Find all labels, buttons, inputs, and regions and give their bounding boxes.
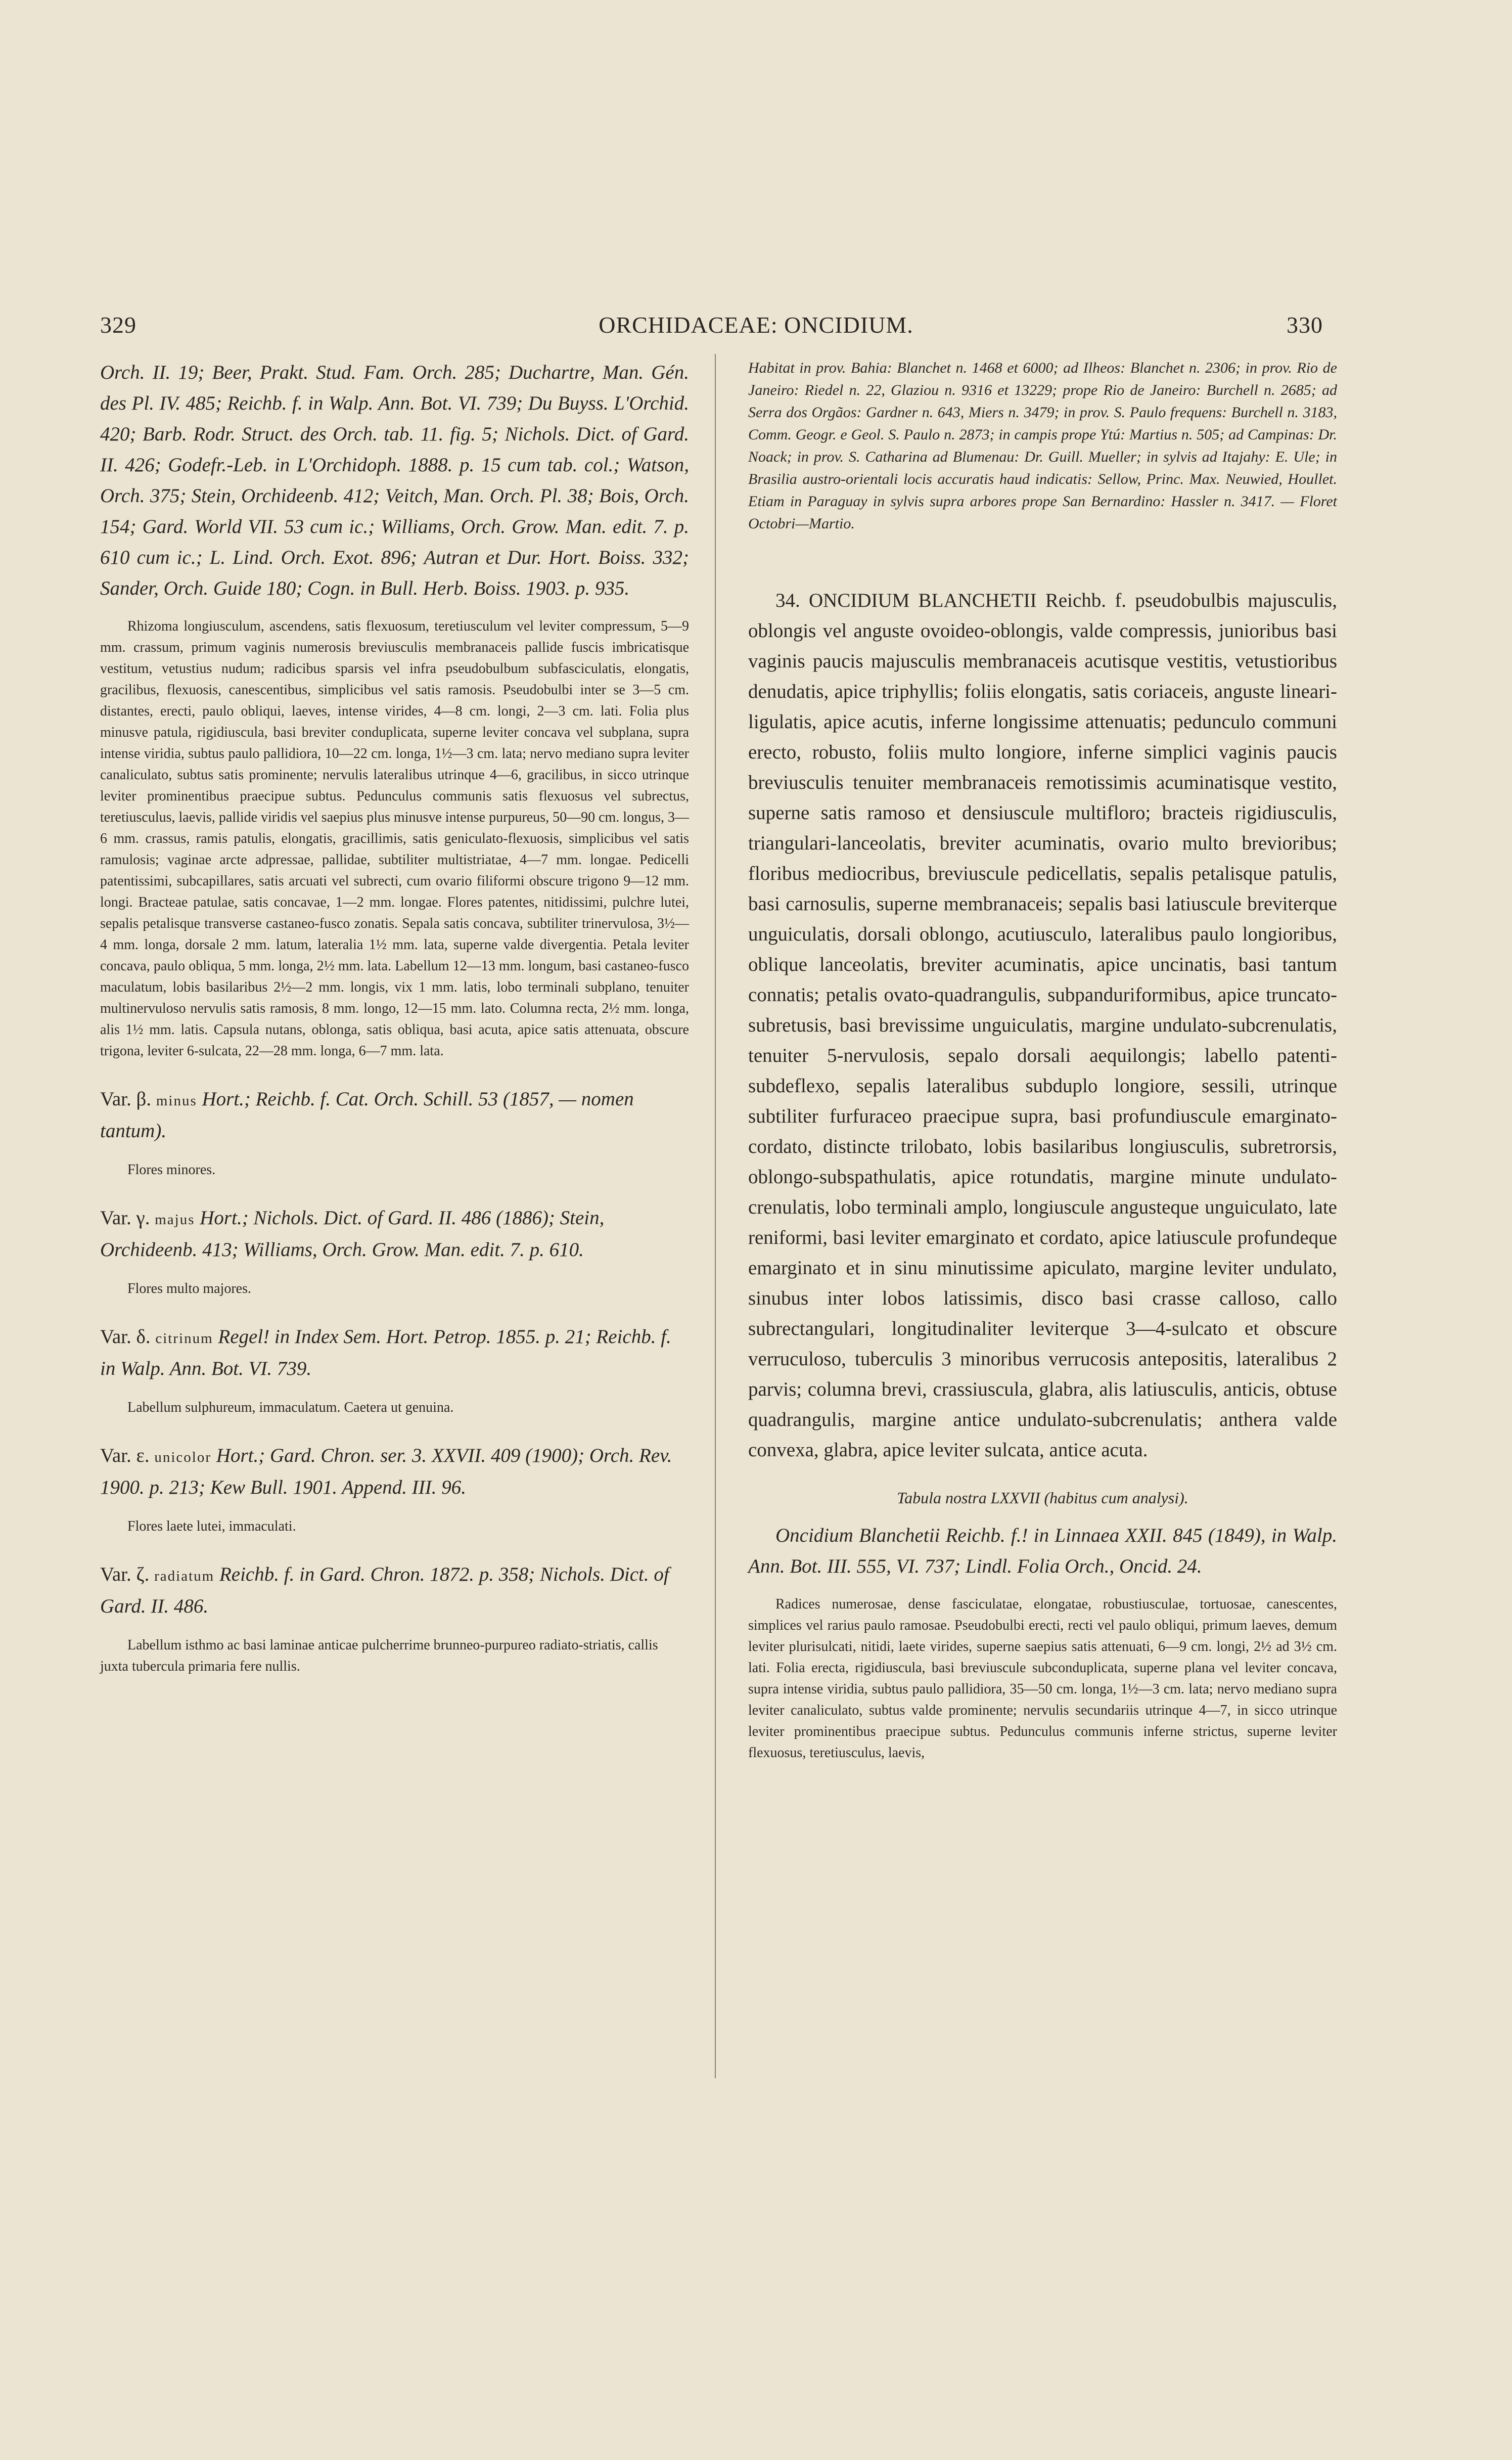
variety-note: Labellum sulphureum, immaculatum. Caetera ut genuina. xyxy=(127,1400,454,1415)
page-header xyxy=(0,311,1512,342)
left-column xyxy=(100,357,689,1677)
variety-citation: Hort.; Gard. Chron. ser. 3. XXVII. 409 (1900); Orch. Rev. 1900. p. 213; Kew Bull. 1901. Append. III. 96. xyxy=(100,1445,672,1498)
plate-reference: Tabula nostra LXXVII (habitus cum analysi). xyxy=(897,1489,1188,1507)
variety-prefix: Var. δ. xyxy=(100,1326,151,1348)
variety-delta xyxy=(100,1322,689,1418)
running-title: ORCHIDACEAE: ONCIDIUM. xyxy=(599,312,913,338)
species-description-latin: Rhizoma longiusculum, ascendens, satis flexuosum, teretiusculum vel leviter compressum, 5—9 mm. crassum, primum vaginis numerosis breviusculis membranaceis pallide fuscis imbricatisque vestitum, vetustius nudum; radicibus sparsis vel infra pseudobulbum subfasciculatis, elongatis, gracilibus, flexuosis, canescentibus, simplicibus vel satis ramosis. Pseudobulbi inter se 3—5 cm. distantes, erecti, paulo obliqui, laeves, intense virides, 4—8 cm. longi, 2—3 cm. lati. Folia plus minusve patula, rigidiuscula, basi breviter conduplicata, superne leviter concava vel subplana, supra intense viridia, subtus paulo pallidiora, 10—22 cm. longa, 1½—3 cm. lata; nervo mediano supra leviter canaliculato, subtus satis prominente; nervulis lateralibus utrinque 4—6, gracilibus, in sicco utrinque leviter prominentibus praecipue subtus. Pedunculus communis satis flexuosus vel subrectus, teretiusculus, laevis, pallide viridis vel saepius plus minusve intense purpureus, 50—90 cm. longus, 3—6 mm. crassus, ramis patulis, elongatis, gracillimis, satis geniculato-flexuosis, simplicibus vel satis ramulosis; vaginae arcte adpressae, pallidae, subtiliter multistriatae, 4—7 mm. longae. Pedicelli patentissimi, subcapillares, satis arcuati vel subrecti, cum ovario filiformi obscure trigono 9—12 mm. longi. Bracteae patulae, satis concavae, 1—2 mm. longae. Flores patentes, nitidissimi, pulchre lutei, sepalis petalisque transverse castaneo-fusco zonatis. Sepala satis concava, subtiliter trinervulosa, 3½—4 mm. longa, dorsale 2 mm. latum, lateralia 1½ mm. lata, superne valde divergentia. Petala leviter concava, paulo obliqua, 5 mm. longa, 2½ mm. lata. Labellum 12—13 mm. longum, basi castaneo-fusco maculatum, lobis basilaribus 2½—2 mm. longis, vix 1 mm. latis, lobo terminali subplano, tenuiter multinervuloso nervulis satis ramosis, 8 mm. longo, 12—15 mm. lato. Columna recta, 2½ mm. longa, alis 1½ mm. latis. Capsula nutans, oblonga, satis obliqua, basi acuta, apice satis attenuata, obscure trigona, leviter 6-sulcata, 22—28 mm. longa, 6—7 mm. lata. xyxy=(100,618,689,1059)
variety-prefix: Var. γ. xyxy=(100,1207,150,1229)
variety-name: radiatum xyxy=(154,1568,215,1584)
variety-name: majus xyxy=(155,1212,195,1228)
variety-citation: Reichb. f. in Gard. Chron. 1872. p. 358; Nichols. Dict. of Gard. II. 486. xyxy=(100,1563,669,1617)
citations-continued: Orch. II. 19; Beer, Prakt. Stud. Fam. Orch. 285; Duchartre, Man. Gén. des Pl. IV. 485; Reichb. f. in Walp. Ann. Bot. VI. 739; Du Buyss. L'Orchid. 420; Barb. Rodr. Struct. des Orch. tab. 11. fig. 5; Nichols. Dict. of Gard. II. 426; Godefr.-Leb. in L'Orchidoph. 1888. p. 15 cum tab. col.; Watson, Orch. 375; Stein, Orchideenb. 412; Veitch, Man. Orch. Pl. 38; Bois, Orch. 154; Gard. World VII. 53 cum ic.; Williams, Orch. Grow. Man. edit. 7. p. 610 cum ic.; L. Lind. Orch. Exot. 896; Autran et Dur. Hort. Boiss. 332; Sander, Orch. Guide 180; Cogn. in Bull. Herb. Boiss. 1903. p. 935. xyxy=(100,362,689,599)
column-divider xyxy=(715,354,716,2078)
variety-citation: Hort.; Reichb. f. Cat. Orch. Schill. 53 (1857, — nomen tantum). xyxy=(100,1088,634,1142)
variety-name: citrinum xyxy=(155,1330,213,1347)
variety-prefix: Var. ζ. xyxy=(100,1563,150,1585)
variety-name: minus xyxy=(156,1093,197,1109)
variety-name: unicolor xyxy=(154,1449,212,1465)
variety-citation: Regel! in Index Sem. Hort. Petrop. 1855. p. 21; Reichb. f. in Walp. Ann. Bot. VI. 739. xyxy=(100,1326,671,1379)
synonymy: Oncidium Blanchetii Reichb. f.! in Linnaea XXII. 845 (1849), in Walp. Ann. Bot. III. 555, VI. 737; Lindl. Folia Orch., Oncid. 24. xyxy=(748,1525,1337,1577)
right-column xyxy=(748,357,1337,1764)
variety-zeta xyxy=(100,1559,689,1677)
variety-prefix: Var. β. xyxy=(100,1088,152,1110)
page-number-left: 329 xyxy=(100,312,136,338)
variety-note: Flores laete lutei, immaculati. xyxy=(127,1518,296,1534)
variety-prefix: Var. ε. xyxy=(100,1445,150,1466)
variety-note: Labellum isthmo ac basi laminae anticae pulcherrime brunneo-purpureo radiato-striatis, callis juxta tubercula primaria fere nullis. xyxy=(100,1637,658,1674)
variety-note: Flores multo majores. xyxy=(127,1281,251,1296)
species-diagnosis: 34. ONCIDIUM BLANCHETII Reichb. f. pseudobulbis majusculis, oblongis vel anguste ovoideo-oblongis, valde compressis, junioribus basi vaginis paucis majusculis membranaceis acutisque vestitis, vetustioribus denudatis, apice triphyllis; foliis elongatis, satis coriaceis, anguste lineari-ligulatis, apice acutis, inferne longissime attenuatis; pedunculo communi erecto, robusto, foliis multo longiore, inferne simplici vaginis paucis breviusculis tenuiter membranaceis remotissimis acuminatisque vestito, superne satis ramoso et densiuscule multifloro; bracteis rigidiusculis, triangulari-lanceolatis, breviter acuminatis, ovario multo brevioribus; floribus mediocribus, breviuscule pedicellatis, sepalis petalisque patulis, basi carnosulis, superne membranaceis; sepalis basi latiuscule breviterque unguiculatis, dorsali oblongo, acutiusculo, lateralibus paulo longioribus, oblique lanceolatis, breviter acuminatis, apice uncinatis, basi tantum connatis; petalis ovato-quadrangulis, subpanduriformibus, apice truncato-subretusis, basi brevissime unguiculatis, margine undulato-subcrenulatis, tenuiter 5-nervulosis, sepalo dorsali aequilongis; labello patenti-subdeflexo, sepalis lateralibus subduplo longiore, sessili, utrinque subtiliter furfuraceo praecipue supra, basi profundiuscule emarginato-cordato, distincte trilobato, lobis basilaribus longiusculis, subretrorsis, oblongo-subspathulatis, apice rotundatis, margine minute undulato-crenulatis, lobo terminali amplo, longiuscule angusteque unguiculato, late reniformi, basi leviter emarginato et cordato, apice latiuscule profundeque emarginato et in sinu minutissime apiculato, margine leviter undulato, sinubus inter lobos latissimis, disco basi crasse calloso, callo subrectangulari, longitudinaliter leviterque 3—4-sulcato et obscure verruculoso, tuberculis 3 minoribus verrucosis antepositis, lateralibus 2 parvis; columna brevi, crassiuscula, glabra, alis latiusculis, anticis, obtuse quadrangulis, margine antice undulato-subcrenulatis; anthera valde convexa, glabra, apice leviter sulcata, antice acuta. xyxy=(748,590,1337,1461)
page-number-right: 330 xyxy=(1287,312,1323,338)
habitat-paragraph: Habitat in prov. Bahia: Blanchet n. 1468 et 6000; ad Ilheos: Blanchet n. 2306; in prov. Rio de Janeiro: Riedel n. 22, Glaziou n. 9316 et 13229; prope Rio de Janeiro: Burchell n. 2685; ad Serra dos Orgãos: Gardner n. 643, Miers n. 3479; in prov. S. Paulo frequens: Burchell n. 3183, Comm. Geogr. e Geol. S. Paulo n. 2873; in campis prope Ytú: Martius n. 505; ad Campinas: Dr. Noack; in prov. S. Catharina ad Blumenau: Dr. Guill. Mueller; in sylvis ad Itajahy: E. Ule; in Brasilia austro-orientali locis accuratis haud indicatis: Sellow, Princ. Max. Neuwied, Houllet. Etiam in Paraguay in sylvis supra arbores prope San Bernardino: Hassler n. 3417. — Floret Octobri—Martio. xyxy=(748,360,1337,532)
variety-beta xyxy=(100,1084,689,1181)
variety-epsilon xyxy=(100,1441,689,1537)
species-description-latin: Radices numerosae, dense fasciculatae, elongatae, robustiusculae, tortuosae, canescentes, simplices vel rarius paulo ramosae. Pseudobulbi erecti, recti vel paulo obliqui, primum laeves, demum leviter plurisulcati, nitidi, laete virides, superne saepius satis attenuati, 6—9 cm. longi, 2½ ad 3½ cm. lati. Folia erecta, rigidiuscula, basi breviuscule subconduplicata, superne plana vel leviter concava, supra intense viridia, subtus paulo pallidiora, 35—50 cm. longa, 1½—3 cm. lata; nervo mediano supra leviter canaliculato, subtus valde prominente; nervulis secundariis utrinque 4—7, in sicco utrinque leviter prominentibus praecipue subtus. Pedunculus communis inferne strictus, superne leviter flexuosus, teretiusculus, laevis, xyxy=(748,1596,1337,1761)
variety-gamma xyxy=(100,1203,689,1300)
variety-note: Flores minores. xyxy=(127,1162,216,1178)
variety-citation: Hort.; Nichols. Dict. of Gard. II. 486 (1886); Stein, Orchideenb. 413; Williams, Orch. Grow. Man. edit. 7. p. 610. xyxy=(100,1207,605,1261)
